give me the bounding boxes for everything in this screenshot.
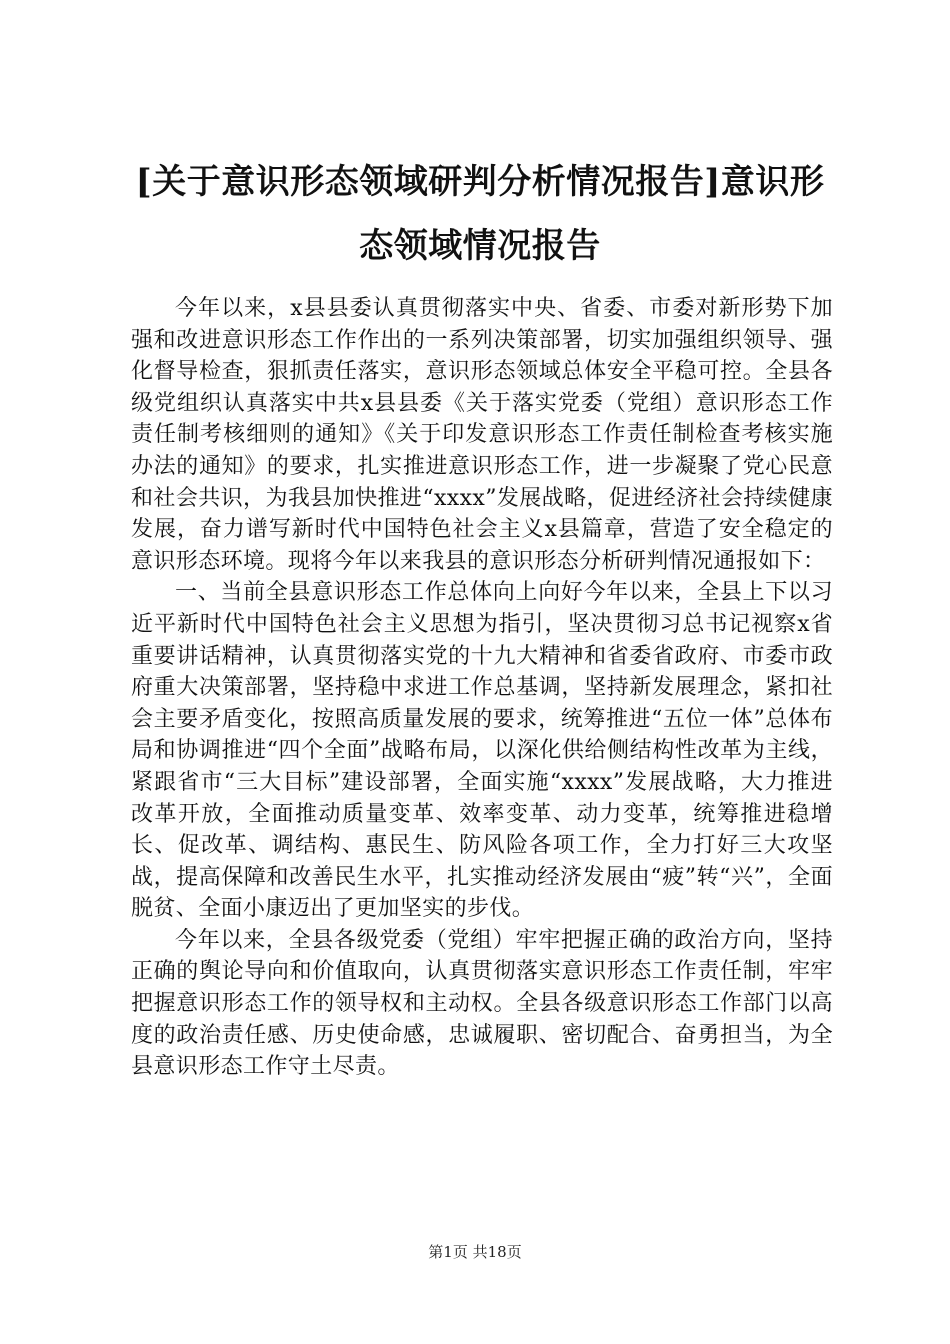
page-number-footer: 第1页 共18页 <box>428 1243 522 1261</box>
title-line-2: 态领域情况报告 <box>359 226 601 266</box>
paragraph-responsibility: 今年以来，全县各级党委（党组）牢牢把握正确的政治方向，坚持正确的舆论导向和价值取向，认真贯彻落实意识形态工作责任制，牢牢把握意识形态工作的领导权和主动权。全县各级意识形态工作部门以高度的政治责任感、历史使命感，忠诚履职、密切配合、奋勇担当，为全县意识形态工作守土尽责。 <box>131 927 833 1080</box>
document-title <box>120 150 840 278</box>
paragraph-intro: 今年以来，x县县委认真贯彻落实中央、省委、市委对新形势下加强和改进意识形态工作作出的一系列决策部署，切实加强组织领导、强化督导检查，狠抓责任落实，意识形态领域总体安全平稳可控。全县各级党组织认真落实中共x县县委《关于落实党委（党组）意识形态工作责任制考核细则的通知》《关于印发意识形态工作责任制检查考核实施办法的通知》的要求，扎实推进意识形态工作，进一步凝聚了党心民意和社会共识，为我县加快推进“xxxx”发展战略，促进经济社会持续健康发展，奋力谱写新时代中国特色社会主义x县篇章，营造了安全稳定的意识形态环境。现将今年以来我县的意识形态分析研判情况通报如下： <box>131 296 833 574</box>
title-line-1: [关于意识形态领域研判分析情况报告]意识形 <box>135 162 825 202</box>
paragraph-section-1: 一、当前全县意识形态工作总体向上向好今年以来，全县上下以习近平新时代中国特色社会主义思想为指引，坚决贯彻习总书记视察x省重要讲话精神，认真贯彻落实党的十九大精神和省委省政府、市委市政府重大决策部署，坚持稳中求进工作总基调，坚持新发展理念，紧扣社会主要矛盾变化，按照高质量发展的要求，统筹推进“五位一体”总体布局和协调推进“四个全面”战略布局，以深化供给侧结构性改革为主线，紧跟省市“三大目标”建设部署，全面实施“xxxx”发展战略，大力推进改革开放，全面推动质量变革、效率变革、动力变革，统筹推进稳增长、促改革、调结构、惠民生、防风险各项工作，全力打好三大攻坚战，提高保障和改善民生水平，扎实推动经济发展由“疲”转“兴”，全面脱贫、全面小康迈出了更加坚实的步伐。 <box>131 580 833 922</box>
document-body <box>131 293 833 1083</box>
